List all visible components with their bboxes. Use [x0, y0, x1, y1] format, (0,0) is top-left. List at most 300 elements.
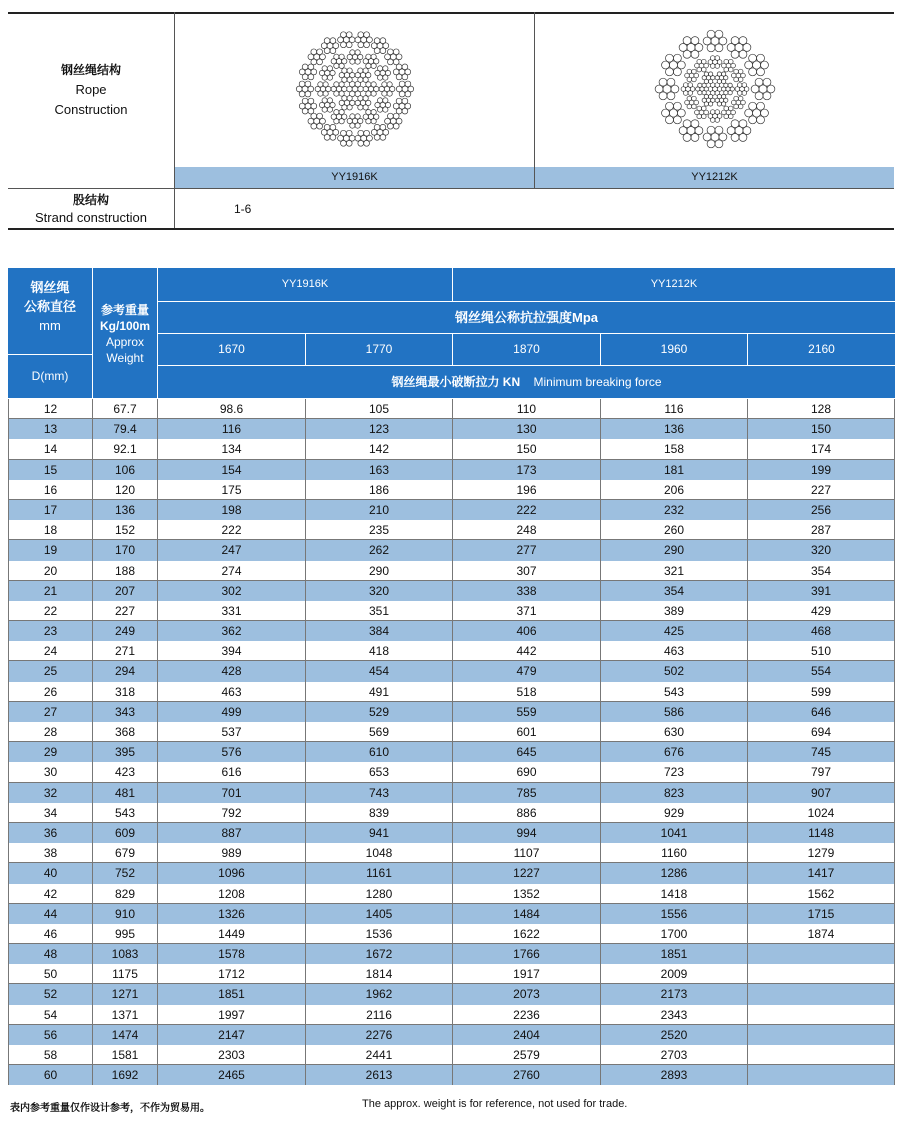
table-row: [8, 762, 895, 782]
table-cell: 24: [8, 641, 93, 661]
table-cell: 1227: [453, 863, 601, 883]
table-row: [8, 419, 895, 439]
table-cell: 318: [93, 682, 158, 702]
table-cell: 256: [748, 500, 895, 520]
divider: [8, 188, 894, 189]
table-cell: 1962: [306, 984, 453, 1004]
grade-header-1960: 1960: [601, 334, 747, 365]
table-cell: [748, 1025, 895, 1045]
table-cell: 829: [93, 884, 158, 904]
table-cell: 529: [306, 702, 453, 722]
table-cell: 110: [453, 399, 601, 419]
table-cell: 36: [8, 823, 93, 843]
table-cell: 2343: [601, 1005, 748, 1025]
table-cell: 1175: [93, 964, 158, 984]
table-cell: 601: [453, 722, 601, 742]
diameter-header: [8, 268, 92, 354]
rope-construction-label: [8, 60, 174, 120]
table-cell: 15: [8, 460, 93, 480]
table-cell: 287: [748, 520, 895, 540]
table-cell: 1286: [601, 863, 748, 883]
table-cell: 249: [93, 621, 158, 641]
table-cell: 1418: [601, 884, 748, 904]
table-row: [8, 984, 895, 1004]
bottom-rule: [8, 228, 894, 230]
table-cell: 154: [158, 460, 306, 480]
table-cell: 1712: [158, 964, 306, 984]
table-cell: 1352: [453, 884, 601, 904]
table-cell: 16: [8, 480, 93, 500]
table-cell: 792: [158, 803, 306, 823]
table-cell: 1405: [306, 904, 453, 924]
table-cell: 106: [93, 460, 158, 480]
construction-table: [8, 12, 894, 230]
table-cell: 1556: [601, 904, 748, 924]
table-cell: 206: [601, 480, 748, 500]
table-cell: 56: [8, 1025, 93, 1045]
table-cell: 54: [8, 1005, 93, 1025]
table-cell: 248: [453, 520, 601, 540]
weight-header-en1: Approx: [105, 335, 145, 349]
table-cell: 1917: [453, 964, 601, 984]
table-cell: [748, 984, 895, 1004]
table-cell: 362: [158, 621, 306, 641]
table-cell: 2520: [601, 1025, 748, 1045]
table-cell: 537: [158, 722, 306, 742]
table-cell: 630: [601, 722, 748, 742]
table-cell: 2465: [158, 1065, 306, 1085]
table-cell: 50: [8, 964, 93, 984]
table-cell: 343: [93, 702, 158, 722]
table-cell: 1562: [748, 884, 895, 904]
footnote-zh: 表内参考重量仅作设计参考，不作为贸易用。: [10, 1103, 210, 1114]
model-header-1: YY1916K: [158, 268, 452, 301]
table-row: [8, 601, 895, 621]
table-cell: 48: [8, 944, 93, 964]
table-cell: 653: [306, 762, 453, 782]
table-row: [8, 904, 895, 924]
table-cell: 2441: [306, 1045, 453, 1065]
table-cell: 2893: [601, 1065, 748, 1085]
table-row: [8, 540, 895, 560]
table-cell: 321: [601, 561, 748, 581]
table-cell: 175: [158, 480, 306, 500]
table-cell: 391: [748, 581, 895, 601]
table-cell: 20: [8, 561, 93, 581]
table-cell: 1208: [158, 884, 306, 904]
table-cell: 371: [453, 601, 601, 621]
table-cell: 26: [8, 682, 93, 702]
table-cell: 1024: [748, 803, 895, 823]
table-cell: 150: [748, 419, 895, 439]
table-cell: 481: [93, 783, 158, 803]
table-row: [8, 803, 895, 823]
weight-header-unit: Kg/100m: [99, 319, 151, 333]
table-cell: 1083: [93, 944, 158, 964]
table-cell: 468: [748, 621, 895, 641]
table-cell: 1997: [158, 1005, 306, 1025]
table-cell: 351: [306, 601, 453, 621]
table-cell: 25: [8, 661, 93, 681]
table-cell: 38: [8, 843, 93, 863]
table-cell: 320: [306, 581, 453, 601]
table-cell: 1814: [306, 964, 453, 984]
table-row: [8, 399, 895, 419]
table-cell: 2404: [453, 1025, 601, 1045]
table-cell: 2579: [453, 1045, 601, 1065]
table-cell: 491: [306, 682, 453, 702]
table-cell: 186: [306, 480, 453, 500]
table-cell: 1622: [453, 924, 601, 944]
table-cell: [748, 1045, 895, 1065]
table-cell: 227: [748, 480, 895, 500]
model-header-2: YY1212K: [453, 268, 895, 301]
table-cell: 1536: [306, 924, 453, 944]
table-cell: 136: [601, 419, 748, 439]
table-cell: 599: [748, 682, 895, 702]
table-cell: 989: [158, 843, 306, 863]
table-cell: 198: [158, 500, 306, 520]
table-cell: 463: [601, 641, 748, 661]
rope-label-en1: Rope: [75, 82, 107, 97]
table-cell: 227: [93, 601, 158, 621]
table-cell: 701: [158, 783, 306, 803]
table-cell: 1417: [748, 863, 895, 883]
table-cell: 646: [748, 702, 895, 722]
footnote-en: The approx. weight is for reference, not used for trade.: [362, 1098, 628, 1110]
table-cell: 418: [306, 641, 453, 661]
table-cell: 2703: [601, 1045, 748, 1065]
table-cell: 745: [748, 742, 895, 762]
table-cell: 23: [8, 621, 93, 641]
table-cell: 1371: [93, 1005, 158, 1025]
table-row: [8, 1005, 895, 1025]
table-cell: 1048: [306, 843, 453, 863]
table-row: [8, 1045, 895, 1065]
table-cell: 569: [306, 722, 453, 742]
table-cell: 1161: [306, 863, 453, 883]
table-cell: 839: [306, 803, 453, 823]
table-row: [8, 682, 895, 702]
table-cell: 384: [306, 621, 453, 641]
table-cell: 994: [453, 823, 601, 843]
breaking-force-header: [158, 366, 895, 398]
table-cell: 150: [453, 439, 601, 459]
table-cell: 1474: [93, 1025, 158, 1045]
table-cell: 170: [93, 540, 158, 560]
table-cell: 302: [158, 581, 306, 601]
table-cell: 19: [8, 540, 93, 560]
table-cell: 14: [8, 439, 93, 459]
rope-cross-section-icon: [290, 14, 420, 164]
table-cell: 2613: [306, 1065, 453, 1085]
table-cell: 929: [601, 803, 748, 823]
table-cell: 2173: [601, 984, 748, 1004]
table-cell: 1096: [158, 863, 306, 883]
table-cell: 1715: [748, 904, 895, 924]
table-cell: 120: [93, 480, 158, 500]
table-cell: 290: [306, 561, 453, 581]
table-cell: 2236: [453, 1005, 601, 1025]
weight-header-en2: Weight: [106, 351, 144, 365]
table-cell: 331: [158, 601, 306, 621]
table-cell: 222: [453, 500, 601, 520]
table-cell: 1160: [601, 843, 748, 863]
table-cell: 389: [601, 601, 748, 621]
table-cell: 1578: [158, 944, 306, 964]
table-cell: 454: [306, 661, 453, 681]
table-cell: 247: [158, 540, 306, 560]
table-cell: 1148: [748, 823, 895, 843]
table-cell: 463: [158, 682, 306, 702]
table-body: [8, 399, 895, 1085]
table-cell: 30: [8, 762, 93, 782]
table-cell: 46: [8, 924, 93, 944]
table-cell: 277: [453, 540, 601, 560]
table-cell: 676: [601, 742, 748, 762]
table-cell: 42: [8, 884, 93, 904]
table-cell: 609: [93, 823, 158, 843]
table-cell: 479: [453, 661, 601, 681]
table-cell: 910: [93, 904, 158, 924]
table-cell: 98.6: [158, 399, 306, 419]
table-cell: 1851: [158, 984, 306, 1004]
table-cell: 163: [306, 460, 453, 480]
table-cell: 743: [306, 783, 453, 803]
grade-header-1670: 1670: [158, 334, 305, 365]
table-cell: 92.1: [93, 439, 158, 459]
table-cell: 2276: [306, 1025, 453, 1045]
diameter-header-zh2: 公称直径: [23, 299, 76, 314]
breaking-force-zh: 钢丝绳最小破断拉力 KN: [391, 375, 521, 389]
table-row: [8, 439, 895, 459]
table-cell: 44: [8, 904, 93, 924]
table-cell: 1279: [748, 843, 895, 863]
grade-header-1870: 1870: [453, 334, 600, 365]
table-cell: 406: [453, 621, 601, 641]
table-cell: 21: [8, 581, 93, 601]
table-cell: 271: [93, 641, 158, 661]
strength-header: 钢丝绳公称抗拉强度Mpa: [158, 302, 895, 333]
table-cell: [748, 1005, 895, 1025]
table-cell: 67.7: [93, 399, 158, 419]
table-cell: 425: [601, 621, 748, 641]
table-cell: 423: [93, 762, 158, 782]
table-cell: 395: [93, 742, 158, 762]
table-cell: 18: [8, 520, 93, 540]
table-cell: 32: [8, 783, 93, 803]
table-cell: 320: [748, 540, 895, 560]
table-cell: 354: [748, 561, 895, 581]
strand-label-en: Strand construction: [34, 210, 147, 225]
table-cell: 1766: [453, 944, 601, 964]
table-cell: 518: [453, 682, 601, 702]
table-row: [8, 1065, 895, 1085]
table-cell: 196: [453, 480, 601, 500]
table-cell: [748, 1065, 895, 1085]
table-cell: 60: [8, 1065, 93, 1085]
table-cell: 610: [306, 742, 453, 762]
table-cell: 1874: [748, 924, 895, 944]
table-cell: 543: [93, 803, 158, 823]
table-row: [8, 843, 895, 863]
table-cell: 2303: [158, 1045, 306, 1065]
rope-label-en2: Construction: [54, 102, 128, 117]
table-cell: 290: [601, 540, 748, 560]
table-cell: 130: [453, 419, 601, 439]
table-cell: 134: [158, 439, 306, 459]
table-cell: 995: [93, 924, 158, 944]
table-cell: 510: [748, 641, 895, 661]
rope-cross-section-icon: [650, 14, 780, 164]
strand-label-zh: 股结构: [72, 193, 109, 207]
diameter-header-zh1: 钢丝绳: [30, 280, 70, 295]
table-cell: 136: [93, 500, 158, 520]
table-cell: 1484: [453, 904, 601, 924]
table-cell: 823: [601, 783, 748, 803]
table-cell: 554: [748, 661, 895, 681]
table-cell: 29: [8, 742, 93, 762]
table-cell: 2009: [601, 964, 748, 984]
table-cell: 58: [8, 1045, 93, 1065]
table-cell: 232: [601, 500, 748, 520]
table-cell: 797: [748, 762, 895, 782]
table-cell: [748, 944, 895, 964]
table-cell: 886: [453, 803, 601, 823]
table-cell: 34: [8, 803, 93, 823]
table-cell: 2073: [453, 984, 601, 1004]
table-cell: 442: [453, 641, 601, 661]
table-cell: 752: [93, 863, 158, 883]
table-cell: 1672: [306, 944, 453, 964]
table-cell: 307: [453, 561, 601, 581]
grade-header-2160: 2160: [748, 334, 895, 365]
table-cell: 142: [306, 439, 453, 459]
table-cell: 260: [601, 520, 748, 540]
table-row: [8, 520, 895, 540]
table-cell: 1280: [306, 884, 453, 904]
table-cell: 199: [748, 460, 895, 480]
table-cell: 907: [748, 783, 895, 803]
table-cell: 1692: [93, 1065, 158, 1085]
table-cell: 1107: [453, 843, 601, 863]
table-row: [8, 702, 895, 722]
table-cell: 429: [748, 601, 895, 621]
table-cell: 210: [306, 500, 453, 520]
table-cell: 559: [453, 702, 601, 722]
table-cell: 174: [748, 439, 895, 459]
diameter-symbol-header: D(mm): [8, 355, 92, 398]
table-cell: 116: [158, 419, 306, 439]
table-cell: 679: [93, 843, 158, 863]
table-cell: 262: [306, 540, 453, 560]
table-cell: 586: [601, 702, 748, 722]
table-cell: 1271: [93, 984, 158, 1004]
table-cell: 28: [8, 722, 93, 742]
table-cell: 2760: [453, 1065, 601, 1085]
table-row: [8, 661, 895, 681]
table-row: [8, 964, 895, 984]
table-row: [8, 783, 895, 803]
table-cell: 1041: [601, 823, 748, 843]
table-cell: 616: [158, 762, 306, 782]
rope-diagram-yy1916k: [175, 14, 534, 166]
table-cell: 173: [453, 460, 601, 480]
table-cell: 52: [8, 984, 93, 1004]
table-cell: 576: [158, 742, 306, 762]
table-cell: 502: [601, 661, 748, 681]
table-cell: 105: [306, 399, 453, 419]
rope-diagram-yy1212k: [535, 14, 894, 166]
table-cell: 941: [306, 823, 453, 843]
strand-value: 1-6: [234, 202, 252, 216]
table-row: [8, 480, 895, 500]
table-cell: 152: [93, 520, 158, 540]
table-row: [8, 641, 895, 661]
table-cell: 1449: [158, 924, 306, 944]
table-cell: 368: [93, 722, 158, 742]
table-cell: 40: [8, 863, 93, 883]
table-cell: 207: [93, 581, 158, 601]
diameter-header-unit: mm: [39, 318, 61, 333]
table-row: [8, 581, 895, 601]
table-cell: 354: [601, 581, 748, 601]
table-row: [8, 621, 895, 641]
model-label-2: YY1212K: [535, 167, 894, 188]
table-cell: 499: [158, 702, 306, 722]
weight-header: [93, 268, 157, 398]
table-cell: 79.4: [93, 419, 158, 439]
table-cell: 1700: [601, 924, 748, 944]
strand-construction-label: [8, 192, 174, 226]
table-cell: 1326: [158, 904, 306, 924]
table-cell: 12: [8, 399, 93, 419]
table-row: [8, 500, 895, 520]
table-row: [8, 944, 895, 964]
table-cell: 22: [8, 601, 93, 621]
table-cell: 1581: [93, 1045, 158, 1065]
table-cell: 694: [748, 722, 895, 742]
table-cell: 294: [93, 661, 158, 681]
table-cell: 887: [158, 823, 306, 843]
table-cell: 123: [306, 419, 453, 439]
table-row: [8, 863, 895, 883]
table-row: [8, 561, 895, 581]
table-cell: 723: [601, 762, 748, 782]
table-cell: 690: [453, 762, 601, 782]
table-cell: 235: [306, 520, 453, 540]
rope-label-zh: 钢丝绳结构: [60, 63, 121, 77]
table-row: [8, 742, 895, 762]
table-cell: 188: [93, 561, 158, 581]
table-row: [8, 1025, 895, 1045]
weight-header-zh: 参考重量: [100, 303, 149, 317]
table-cell: 543: [601, 682, 748, 702]
table-row: [8, 884, 895, 904]
model-label-1: YY1916K: [175, 167, 534, 188]
table-row: [8, 823, 895, 843]
table-cell: 645: [453, 742, 601, 762]
table-cell: 428: [158, 661, 306, 681]
table-cell: 785: [453, 783, 601, 803]
table-cell: 1851: [601, 944, 748, 964]
table-row: [8, 460, 895, 480]
table-cell: 2116: [306, 1005, 453, 1025]
table-cell: 274: [158, 561, 306, 581]
table-cell: 338: [453, 581, 601, 601]
table-cell: 2147: [158, 1025, 306, 1045]
table-row: [8, 722, 895, 742]
